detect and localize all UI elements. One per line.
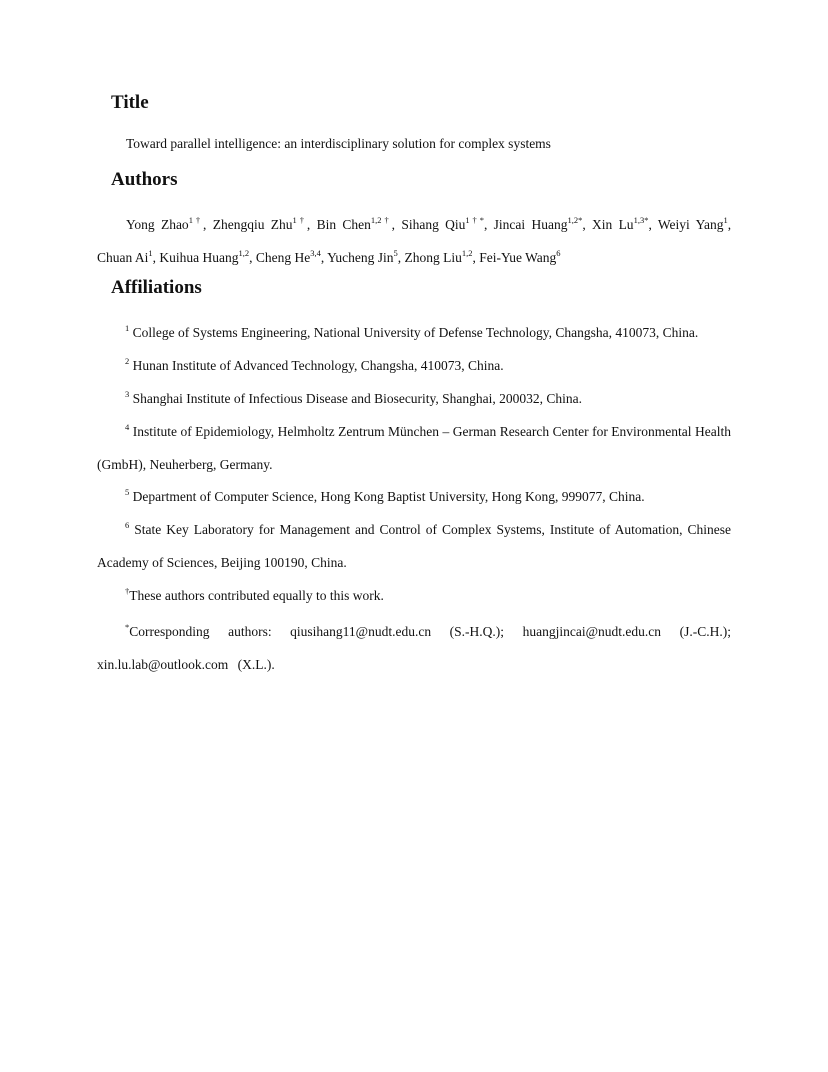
author-entry: Bin Chen$^{1,2\dagger}$, (316, 214, 395, 232)
author-entry: Kuihua Huang$^{1,2}$, (159, 247, 253, 265)
authors-heading: Authors (111, 169, 178, 190)
author-entry: Cheng He$^{3,4}$, (255, 247, 325, 265)
author-entry: Fei-Yue Wang$^6$ (479, 247, 561, 265)
title-heading: Title (111, 92, 149, 113)
affiliation-item: $^3$ Shanghai Institute of Infectious Disease and Biosecurity, Shanghai, 200032, China. (125, 388, 583, 406)
affiliation-item: $^1$ College of Systems Engineering, National University of Defense Technology, Changsha, 410073, China. (125, 322, 699, 340)
affiliations-heading: Affiliations (111, 277, 202, 298)
affiliation-item: $^6$ State Key Laboratory for Management and Control of Complex Systems, Institute of Automation, Chinese Academy of Sciences, Beijing 100190, China. (97, 519, 732, 570)
author-entry: Yong Zhao$^{1\dagger}$, (126, 214, 207, 232)
author-entry: Weiyi Yang$^1$, (657, 214, 732, 232)
author-list (97, 208, 731, 274)
affiliation-item: $^5$ Department of Computer Science, Hong Kong Baptist University, Hong Kong, 999077, China. (125, 486, 645, 504)
author-entry: Xin $Lu^{1,3*}$, (592, 214, 652, 232)
paper-title: Toward parallel intelligence: an interdisciplinary solution for complex systems (126, 136, 551, 151)
author-entry: Zhong Liu$^{1,2}$, (404, 247, 476, 265)
author-entry: Chuan Ai$^1$, (97, 247, 157, 265)
author-entry: Yucheng Jin$^5$, (327, 247, 402, 265)
equal-contribution-note: †These authors contributed equally to this work. (125, 585, 384, 603)
author-entry: Zhengqiu Zhu$^{1\dagger}$, (212, 214, 311, 232)
affiliation-item: $^4$ Institute of Epidemiology, Helmholtz Zentrum München – German Research Center for Environmental Health (GmbH), Neuherberg, Germany. (97, 421, 731, 472)
author-entry: Jincai Huang$^{1,2*}$, (493, 214, 586, 232)
affiliation-item: $^2$ Hunan Institute of Advanced Technology, Changsha, 410073, China. (125, 355, 504, 373)
corresponding-authors-note: *Corresponding authors: qiusihang11@nudt.edu.cn (S.-H.Q.); huangjincai@nudt.edu.cn (J.-C.H.); xin.lu.lab@outlook.com (X.L.). (97, 621, 731, 672)
author-entry: Sihang Qiu$^{1\dagger*}$, (401, 214, 488, 232)
